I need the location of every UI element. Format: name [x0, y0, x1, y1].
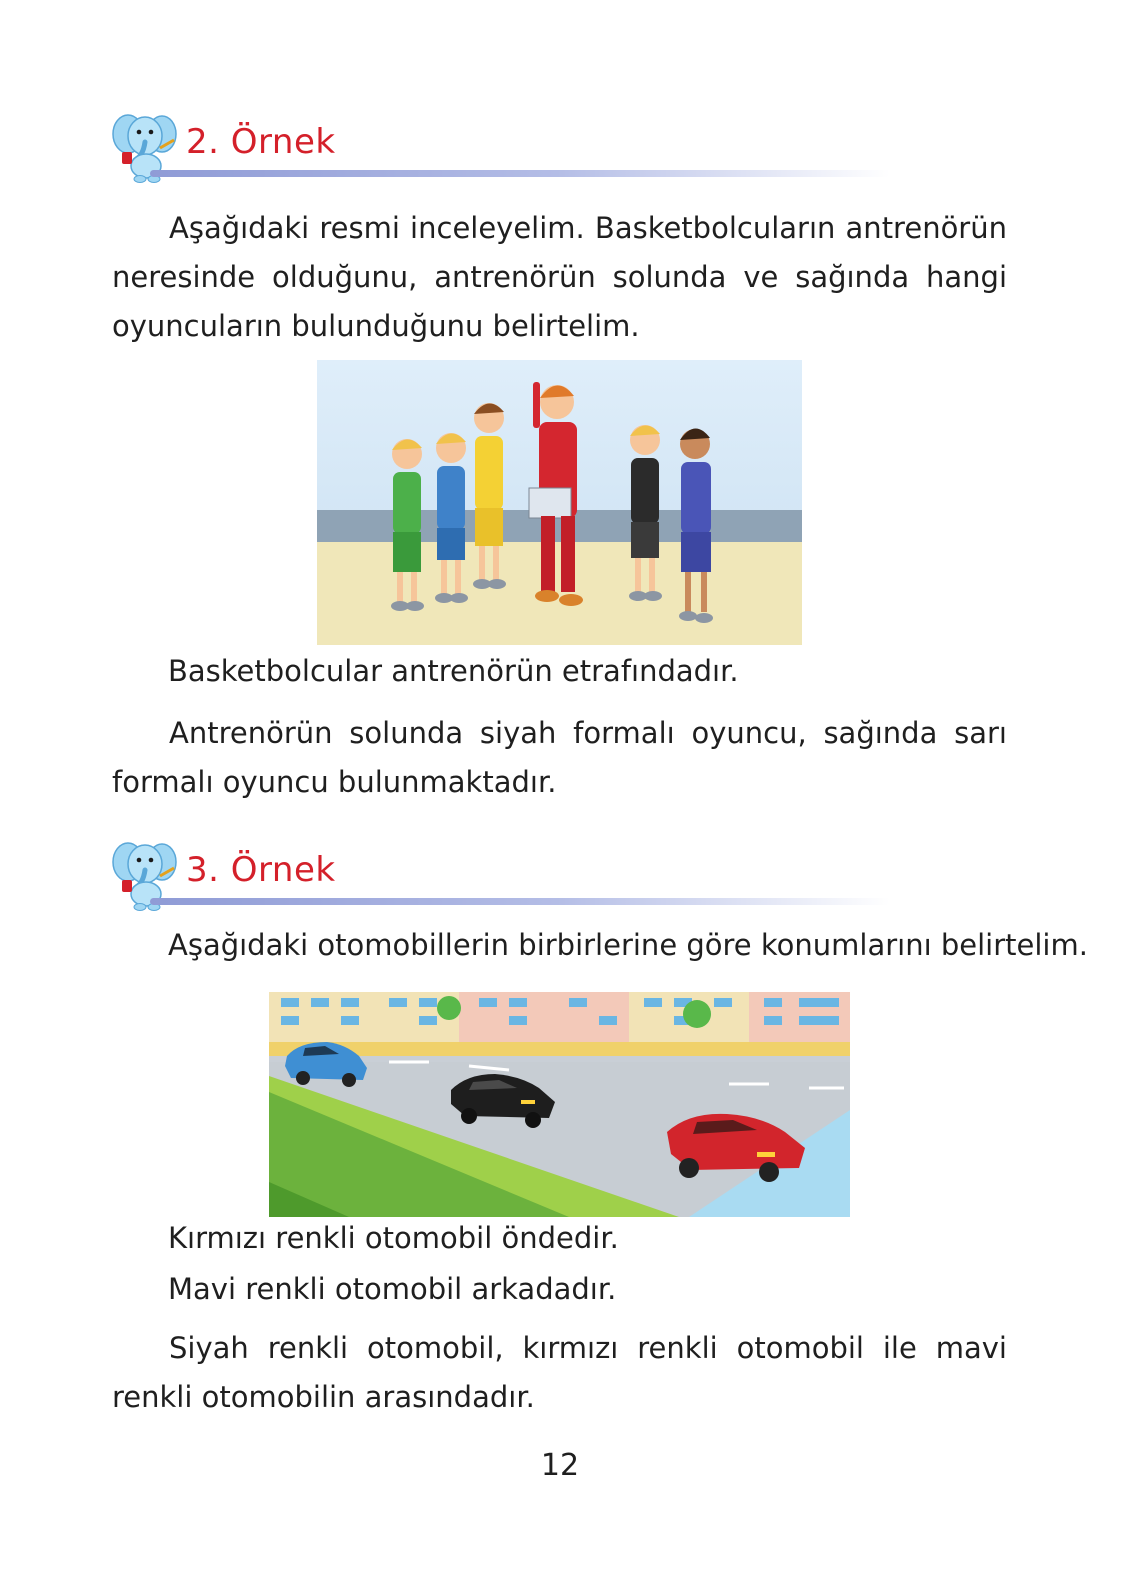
page-number: 12 — [540, 1448, 580, 1483]
cars-road-illustration — [269, 992, 850, 1217]
example-2-answer-2: Antrenörün solunda siyah formalı oyuncu, sağında sarı formalı oyuncu bulunmaktadır. — [112, 716, 1007, 799]
example-3-intro: Aşağıdaki otomobillerin birbirlerine göre konumlarını belirtelim. — [168, 928, 1088, 962]
example-2-title: 2. Örnek — [186, 122, 336, 162]
example-3-answer-3: Siyah renkli otomobil, kırmızı renkli otomobil ile mavi renkli otomobilin arasındadır. — [112, 1331, 1007, 1414]
section-divider — [150, 898, 890, 905]
example-3-answer-2: Mavi renkli otomobil arkadadır. — [168, 1272, 617, 1306]
basketball-coach-illustration — [317, 360, 802, 645]
example-2-answer-1: Basketbolcular antrenörün etrafındadır. — [168, 654, 739, 688]
example-3-title: 3. Örnek — [186, 850, 336, 890]
example-3-header — [110, 832, 900, 922]
example-2-intro: Aşağıdaki resmi inceleyelim. Basketbolcuların antrenörün neresinde olduğunu, antrenörün solunda ve sağında hangi oyuncuların bulunduğunu belirtelim. — [112, 211, 1007, 343]
example-3-answer-1: Kırmızı renkli otomobil öndedir. — [168, 1221, 619, 1255]
example-2-header — [110, 104, 900, 194]
section-divider — [150, 170, 890, 177]
